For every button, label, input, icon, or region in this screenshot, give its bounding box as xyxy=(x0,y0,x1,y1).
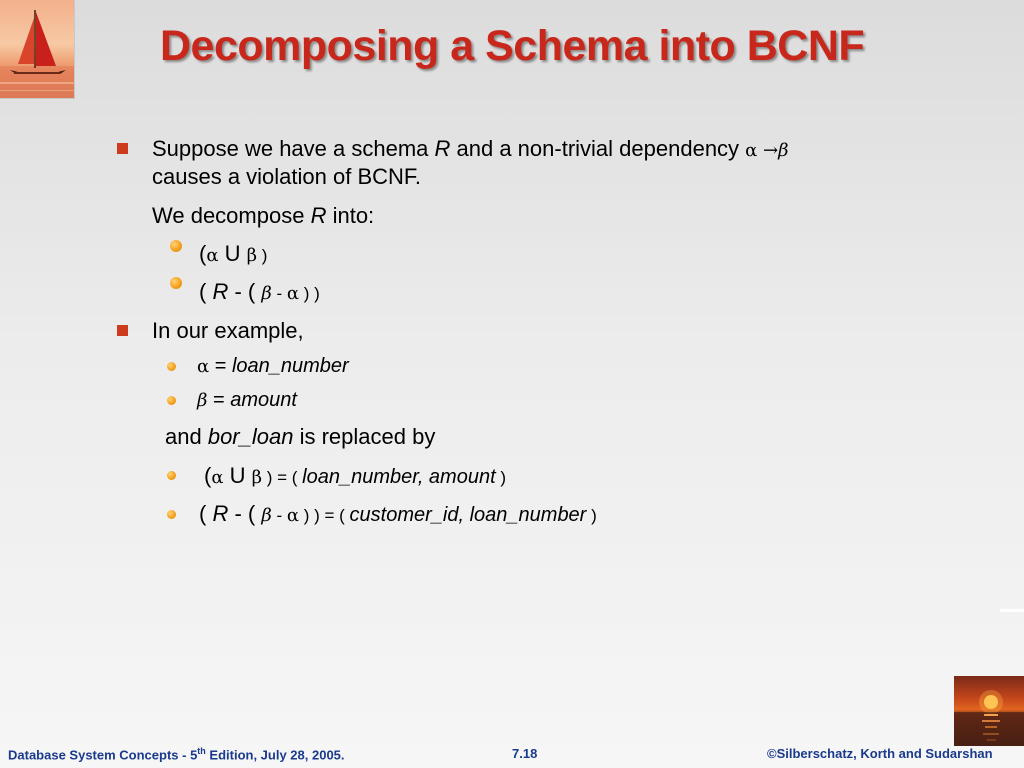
schema-r: R xyxy=(212,501,229,526)
decorative-line xyxy=(1000,609,1024,612)
text-fragment: Suppose we have a schema xyxy=(152,136,435,161)
text-fragment: into: xyxy=(326,203,375,228)
text-fragment: = xyxy=(207,389,231,411)
round-bullet-icon xyxy=(167,396,176,405)
text-fragment: U xyxy=(223,463,252,488)
result-relation-1 xyxy=(204,463,506,489)
beta-symbol: β xyxy=(778,140,789,161)
footer-text: Edition, July 28, 2005. xyxy=(205,747,345,763)
decompose-text xyxy=(152,203,374,229)
relation-name: bor_loan xyxy=(207,424,294,449)
beta-symbol: β xyxy=(251,467,263,488)
sub-bullet-r-minus xyxy=(199,279,320,305)
page-number: 7.18 xyxy=(512,746,538,761)
text-fragment: = xyxy=(209,355,232,377)
replaced-by-text xyxy=(165,424,435,450)
text-fragment: - xyxy=(271,284,287,303)
text-fragment: - ( xyxy=(228,279,262,304)
sub-bullet-alpha-union-beta xyxy=(199,241,267,267)
text-fragment: - ( xyxy=(228,501,262,526)
text-fragment: and a non-trivial dependency xyxy=(450,136,746,161)
round-bullet-icon xyxy=(170,240,182,252)
bullet-suppose xyxy=(152,136,789,162)
text-fragment: - xyxy=(271,506,287,525)
slide-title: Decomposing a Schema into BCNF xyxy=(160,22,865,70)
example-alpha xyxy=(197,354,349,378)
alpha-symbol: α xyxy=(286,283,300,304)
schema-r: R xyxy=(212,279,229,304)
round-bullet-icon xyxy=(170,277,182,289)
text-fragment: ( xyxy=(199,501,213,526)
text-fragment: ) = ( xyxy=(262,468,303,487)
beta-symbol: β xyxy=(261,283,272,304)
text-fragment: ) xyxy=(257,246,268,265)
footer-left xyxy=(8,746,345,762)
sunset-image xyxy=(954,676,1024,746)
attribute-list: loan_number, amount xyxy=(302,466,496,488)
text-fragment: ) xyxy=(586,506,597,525)
beta-symbol: β xyxy=(246,245,258,266)
attribute-name: amount xyxy=(230,389,297,411)
footer-right: ©Silberschatz, Korth and Sudarshan xyxy=(767,746,993,761)
text-fragment: We decompose xyxy=(152,203,311,228)
text-fragment: ) ) xyxy=(299,284,320,303)
text-fragment: ) xyxy=(495,468,507,487)
alpha-symbol: α xyxy=(206,245,219,266)
square-bullet-icon xyxy=(117,143,128,154)
attribute-list: customer_id, loan_number xyxy=(349,504,587,526)
attribute-name: loan_number xyxy=(231,355,349,377)
sailboat-image xyxy=(0,0,75,99)
footer-superscript: th xyxy=(197,746,206,756)
arrow-symbol: → xyxy=(757,140,779,161)
bullet-suppose-line2: causes a violation of BCNF. xyxy=(152,164,422,189)
bullet-example: In our example, xyxy=(152,318,304,343)
alpha-symbol: α xyxy=(211,467,224,488)
round-bullet-icon xyxy=(167,471,176,480)
text-fragment: ) ) = ( xyxy=(299,506,350,525)
beta-symbol: β xyxy=(261,505,272,526)
footer-text: Database System Concepts - 5 xyxy=(8,747,198,763)
sunset-icon xyxy=(954,676,1024,746)
sailboat-icon xyxy=(0,0,74,98)
alpha-symbol: α xyxy=(197,356,210,377)
text-fragment: ( xyxy=(204,463,212,488)
text-fragment: U xyxy=(218,241,247,266)
round-bullet-icon xyxy=(167,510,176,519)
schema-r: R xyxy=(310,203,327,228)
alpha-symbol: α xyxy=(745,140,758,161)
schema-r: R xyxy=(434,136,451,161)
text-fragment: ( xyxy=(199,279,213,304)
round-bullet-icon xyxy=(167,362,176,371)
text-fragment: ( xyxy=(199,241,207,266)
example-beta xyxy=(197,388,297,412)
alpha-symbol: α xyxy=(286,505,300,526)
text-fragment: is replaced by xyxy=(293,424,436,449)
beta-symbol: β xyxy=(197,390,208,411)
result-relation-2 xyxy=(199,501,597,527)
square-bullet-icon xyxy=(117,325,128,336)
text-fragment: and xyxy=(165,424,208,449)
